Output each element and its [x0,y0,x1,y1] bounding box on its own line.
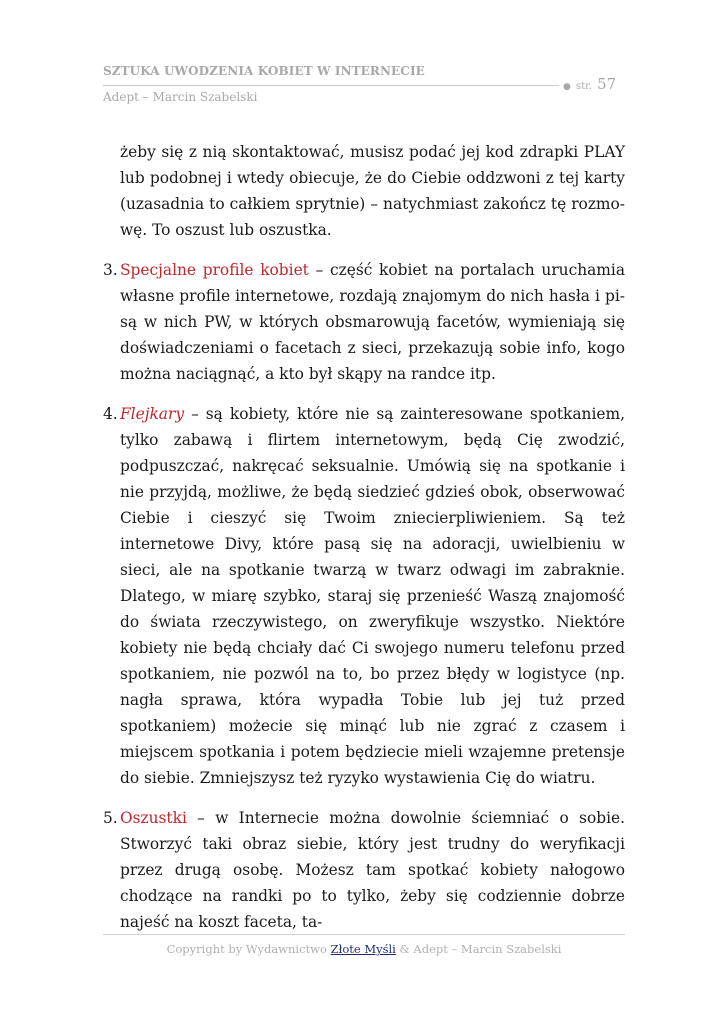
bullet-icon: ● [563,82,571,92]
list-item-4 [103,401,625,791]
list-number: 3. [103,261,118,279]
list-text: – część kobiet na portalach uruchamia własne profile internetowe, rozdają znajomym do nich hasła i pisą w nich PW, w których obsmarowują facetów, wymieniają się doświadczeniami o facetach z sieci, przekazują sobie info, kogo można naciągnąć, a kto był skąpy na randce itp. [120,261,625,383]
publisher-link[interactable]: Złote Myśli [330,942,396,956]
footer-divider [103,934,625,935]
footer-copyright: Copyright by Wydawnictwo [166,942,331,956]
list-text: – w Internecie można dowolnie ściemniać o sobie. Stworzyć taki obraz siebie, który jest trudny do weryfikacji przez drugą osobę. Możesz tam spotkać kobiety nałogowo chodzące na randki po to tylko, żeby się codziennie dobrze najeść na koszt faceta, ta- [120,809,625,931]
list-number: 4. [103,405,118,423]
list-term: Specjalne profile kobiet [120,261,309,279]
paragraph-text: żeby się z nią skontaktować, musisz podać jej kod zdrapki PLAY lub podobnej i wtedy obiecuje, że do Ciebie oddzwoni z tej karty (uzasadnia to całkiem sprytnie) – natychmiast zakończ tę rozmowę. To oszust lub oszustka. [120,143,625,239]
footer-author: & Adept – Marcin Szabelski [395,942,562,956]
list-term: Oszustki [120,809,187,827]
book-author: Adept – Marcin Szabelski [103,90,258,104]
page-footer [103,942,625,956]
page-number-value: 57 [597,75,617,93]
list-number: 5. [103,809,118,827]
list-text: – są kobiety, które nie są zainteresowane spotkaniem, tylko zabawą i flirtem internetowym, będą Cię zwodzić, podpuszczać, nakręcać seksualnie. Umówią się na spotkanie i nie przyjdą, możliwe, że będą siedzieć gdzieś obok, obserwować Ciebie i cieszyć się Twoim zniecierpliwieniem. Są też internetowe Divy, które pasą się na adoracji, uwielbieniu w sieci, ale na spotkanie twarzą w twarz odwagi im zabraknie. Dlatego, w miarę szybko, staraj się przenieść Waszą znajomość do świata rzeczywistego, on zweryfikuje wszystko. Niektóre kobiety nie będą chciały dać Ci swojego numeru telefonu przed spotkaniem, nie pozwól na to, bo przez błędy w logistyce (np. nagła sprawa, która wypadła Tobie lub jej tuż przed spotkaniem) możecie się minąć lub nie zgrać z czasem i miejscem spotkania i potem będziecie mieli wzajemne pretensje do siebie. Zmniejszysz też ryzyko wystawienia Cię do wiatru. [120,405,625,787]
page-label: str. [575,81,592,92]
book-title: SZTUKA UWODZENIA KOBIET W INTERNECIE [103,64,425,78]
page-header [103,64,625,104]
paragraph-continued [103,139,625,243]
page-body [103,139,625,949]
list-term: Flejkary [120,405,185,423]
header-divider [103,85,559,86]
list-item-5 [103,805,625,935]
page-number [563,74,616,93]
list-item-3 [103,257,625,387]
